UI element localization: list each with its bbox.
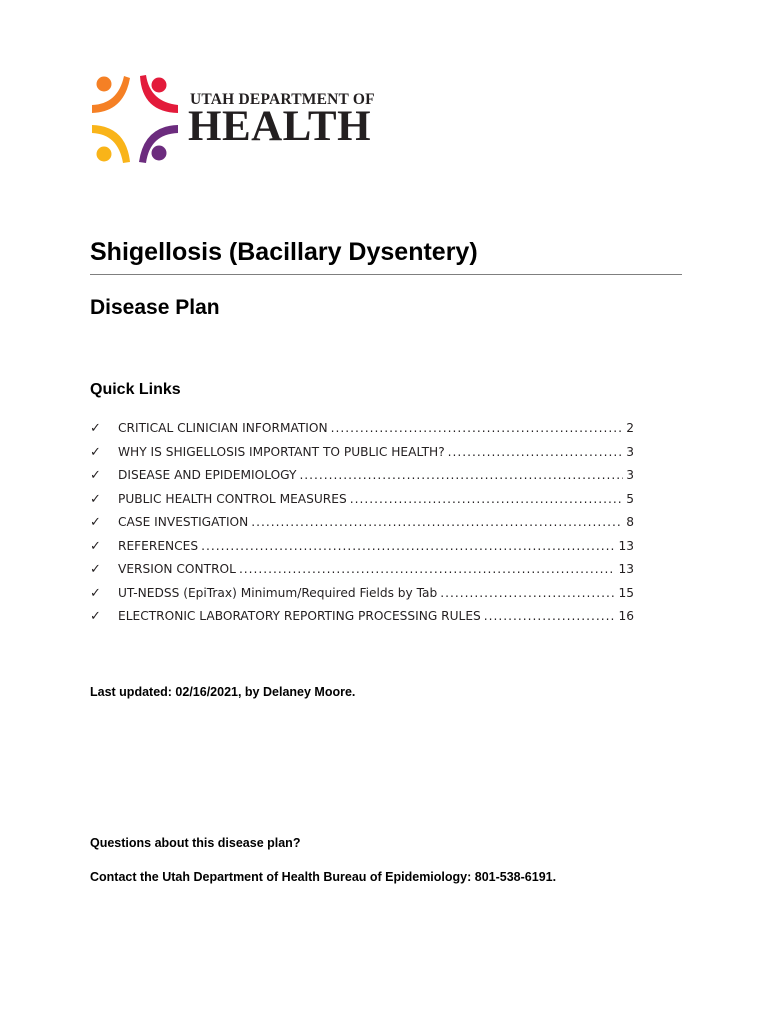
quick-link-label: CASE INVESTIGATION [118, 515, 249, 529]
quick-link-page-number: 2 [626, 421, 634, 435]
last-updated-note: Last updated: 02/16/2021, by Delaney Moore. [90, 685, 356, 699]
quick-link-label: PUBLIC HEALTH CONTROL MEASURES [118, 491, 347, 506]
document-title: Shigellosis (Bacillary Dysentery) [90, 238, 478, 266]
dot-leader [484, 609, 616, 623]
purple-figure-head [152, 146, 167, 161]
quick-link-label: WHY IS SHIGELLOSIS IMPORTANT TO PUBLIC HEALTH? [118, 444, 445, 459]
checkmark-icon: ✓ [90, 468, 101, 483]
dot-leader [299, 468, 623, 482]
dot-leader [448, 445, 624, 459]
quick-link-references[interactable] [90, 539, 634, 563]
quick-link-ut-nedss-fields[interactable] [90, 586, 634, 610]
quick-link-page-number: 3 [626, 468, 634, 482]
dot-leader [440, 586, 615, 600]
quick-link-critical-clinician-information[interactable] [90, 421, 634, 445]
title-divider [90, 274, 682, 275]
quick-link-page-number: 16 [618, 609, 634, 623]
quick-link-page-number: 15 [618, 585, 634, 600]
quick-link-version-control[interactable] [90, 562, 634, 586]
checkmark-icon: ✓ [90, 585, 101, 601]
udoh-people-mark-icon [88, 72, 182, 166]
quick-link-label: ELECTRONIC LABORATORY REPORTING PROCESSING RULES [118, 609, 481, 623]
quick-link-page-number: 8 [626, 515, 634, 529]
udoh-logo [88, 72, 398, 168]
logo-text-department: UTAH DEPARTMENT OF [190, 91, 375, 108]
dot-leader [239, 562, 616, 576]
questions-heading: Questions about this disease plan? [90, 836, 301, 850]
quick-link-page-number: 3 [626, 444, 634, 459]
quick-link-why-important[interactable] [90, 445, 634, 469]
quick-link-label: REFERENCES [118, 538, 199, 553]
dot-leader [201, 539, 615, 553]
checkmark-icon: ✓ [90, 609, 101, 624]
quick-link-page-number: 13 [618, 562, 634, 576]
quick-link-label: CRITICAL CLINICIAN INFORMATION [118, 421, 328, 435]
quick-link-label: DISEASE AND EPIDEMIOLOGY [118, 468, 297, 482]
checkmark-icon: ✓ [90, 515, 101, 530]
contact-info: Contact the Utah Department of Health Bureau of Epidemiology: 801-538-6191. [90, 870, 557, 884]
document-subtitle: Disease Plan [90, 296, 220, 319]
dot-leader [350, 492, 624, 506]
quick-link-label: UT-NEDSS (EpiTrax) Minimum/Required Fields by Tab [118, 585, 438, 600]
yellow-figure-head [97, 147, 112, 162]
quick-links-list [90, 421, 634, 633]
quick-link-disease-and-epidemiology[interactable] [90, 468, 634, 492]
checkmark-icon: ✓ [90, 444, 101, 460]
red-figure-head [152, 78, 167, 93]
dot-leader [251, 515, 623, 529]
quick-link-case-investigation[interactable] [90, 515, 634, 539]
quick-links-heading: Quick Links [90, 381, 181, 398]
quick-link-elr-processing-rules[interactable] [90, 609, 634, 633]
checkmark-icon: ✓ [90, 538, 101, 554]
quick-link-public-health-control-measures[interactable] [90, 492, 634, 516]
checkmark-icon: ✓ [90, 491, 101, 507]
logo-text-health: HEALTH [188, 103, 372, 150]
quick-link-label: VERSION CONTROL [118, 562, 236, 576]
checkmark-icon: ✓ [90, 421, 101, 436]
checkmark-icon: ✓ [90, 562, 101, 577]
dot-leader [331, 421, 624, 435]
quick-link-page-number: 5 [626, 491, 634, 506]
quick-link-page-number: 13 [618, 538, 634, 553]
orange-figure-head [97, 77, 112, 92]
